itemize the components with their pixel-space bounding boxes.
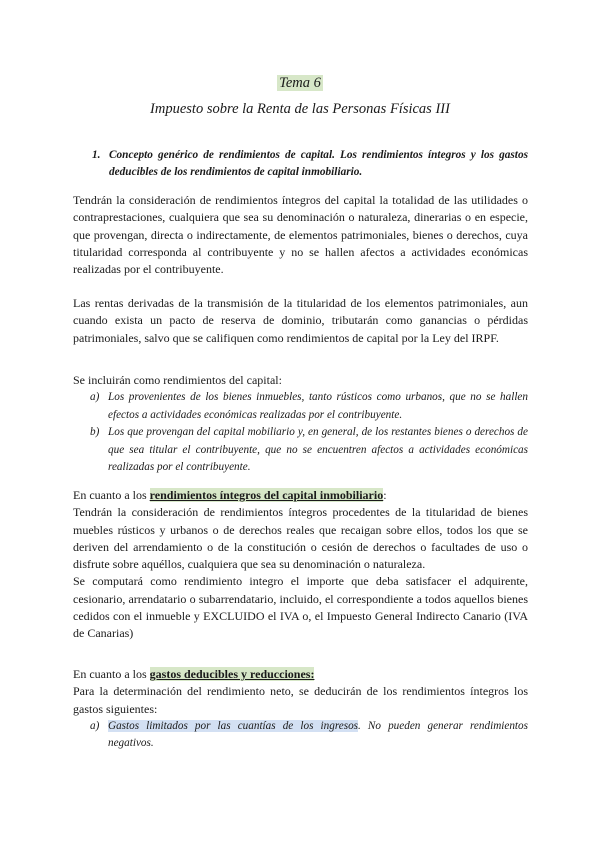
capital-income-list <box>73 389 528 477</box>
list-item: a) Los provenientes de los bienes inmuebles, tanto rústicos como urbanos, que no se hallen efectos a actividades económicas realizadas por el contribuyente. <box>90 391 528 421</box>
page-subtitle: Impuesto sobre la Renta de las Personas Físicas III <box>150 101 450 117</box>
list-item: a) Gastos limitados por las cuantías de los ingresos. No pueden generar rendimientos negativos. <box>90 719 528 750</box>
heading-number: 1. <box>92 149 101 161</box>
paragraph-1: Tendrán la consideración de rendimientos íntegros del capital la totalidad de las utilidades o contraprestaciones, cualquiera que sea su denominación o naturaleza, dinerarias o en especie, que provengan, directa o indirectamente, de elementos patrimoniales, bienes o derechos, cuya titularidad corresponda al contribuyente y no se hallen afectos a actividades económicas realizadas por el contribuyente. <box>73 193 528 277</box>
highlight-gastos-limitados: Gastos limitados por las cuantías de los ingresos <box>108 719 359 732</box>
highlight-gastos: gastos deducibles y reducciones: <box>149 667 315 681</box>
highlight-rendimientos: rendimientos íntegros del capital inmobiliario <box>149 488 384 502</box>
paragraph-3: Se incluirán como rendimientos del capital: a) Los provenientes de los bienes inmuebles, tanto rústicos como urbanos, que no se hallen efectos a actividades económicas realizadas por el contribuyente. b) Los que provengan del capital mobiliario y, en general, de los restantes bienes o derechos de que sea titular el contribuyente, que no se encuentren afectos a actividades económicas realizadas por el contribuyente. <box>73 372 528 477</box>
heading-text: Concepto genérico de rendimientos de capital. Los rendimientos íntegros y los gastos deducibles de los rendimientos de capital inmobiliario. <box>109 149 528 178</box>
section-heading <box>92 147 528 181</box>
list-item: b) Los que provengan del capital mobiliario y, en general, de los restantes bienes o derechos de que sea titular el contribuyente, que no se encuentren afectos a actividades económicas realizadas por el contribuyente. <box>90 426 528 474</box>
page-title: Tema 6 <box>279 75 321 91</box>
section-gastos: En cuanto a los gastos deducibles y reducciones: Para la determinación del rendimiento neto, se deducirán de los rendimientos íntegros los gastos siguientes: a) Gastos limitados por las cuantías de los ingresos. No pueden generar rendimientos negativos. <box>73 666 528 753</box>
paragraph-2: Las rentas derivadas de la transmisión de la titularidad de los elementos patrimoniales, aun cuando exista un pacto de reserva de dominio, tributarán como ganancias o pérdidas patrimoniales, salvo que se califiquen como rendimientos de capital por la Ley del IRPF. <box>73 296 528 345</box>
section-inmobiliario: En cuanto a los rendimientos íntegros del capital inmobiliario: Tendrán la consideración de rendimientos íntegros procedentes de la titularidad de bienes muebles rústicos y urbanos o de derechos reales que recaigan sobre ellos, todos los que se deriven del arrendamiento o de la constitución o cesión de derechos o facultades de uso o disfrute sobre aquéllos, cualquiera que sea su denominación o naturaleza. Se computará como rendimiento integro el importe que deba satisfacer el adquirente, cesionario, arrendatario o subarrendatario, incluido, el correspondiente a todos aquellos bienes cedidos con el inmueble y EXCLUIDO el IVA o, el Impuesto General Indirecto Canario (IVA de Canarias) <box>73 488 528 641</box>
gastos-list <box>73 718 528 753</box>
